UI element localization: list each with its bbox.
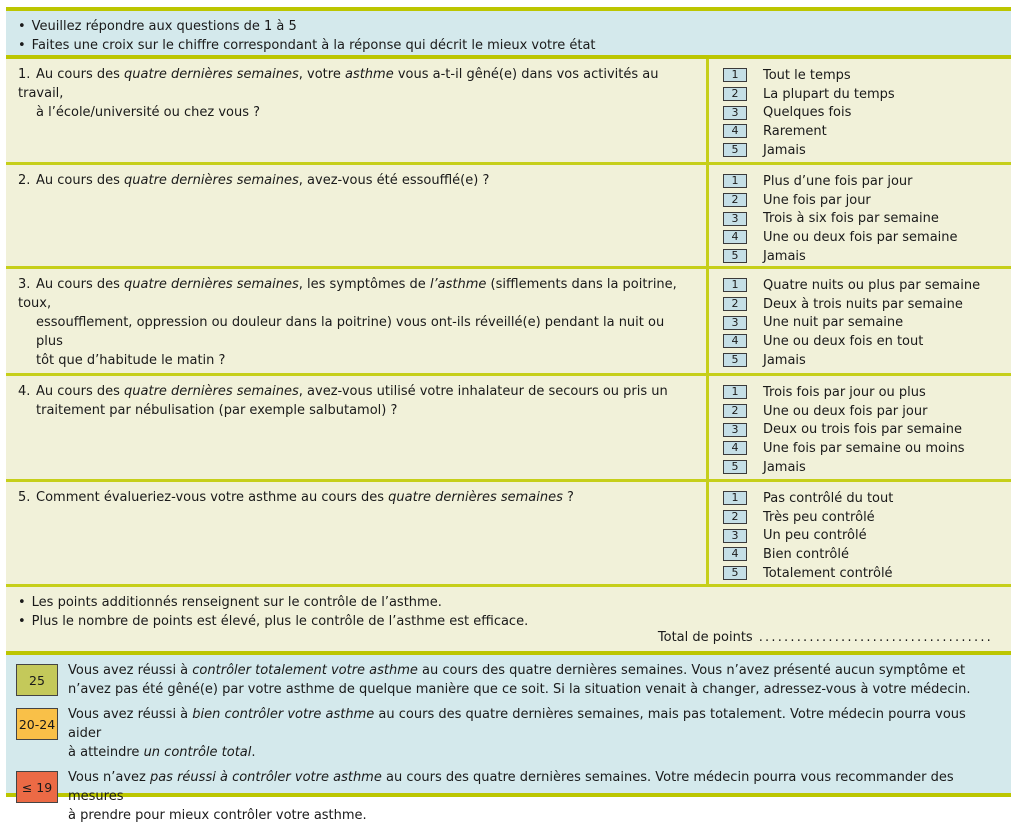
checkbox[interactable]: 2 [723, 297, 747, 311]
checkbox[interactable]: 3 [723, 423, 747, 437]
text: Vous avez réussi à [68, 707, 193, 722]
checkbox[interactable]: 3 [723, 316, 747, 330]
checkbox[interactable]: 5 [723, 143, 747, 157]
option-label: Trois fois par jour ou plus [763, 384, 926, 400]
text: Vous avez réussi à [68, 663, 193, 678]
emphasis: asthme [344, 67, 394, 82]
answer-option[interactable] [723, 228, 1011, 247]
text: Comment évalueriez-vous votre asthme au cours des [36, 490, 389, 505]
interpretation-text [68, 768, 999, 825]
score-badge: ≤ 19 [16, 771, 58, 803]
option-label: Une ou deux fois par jour [763, 403, 928, 419]
option-label: Pas contrôlé du tout [763, 490, 894, 506]
emphasis: quatre dernières semaines [124, 277, 299, 292]
interpretation-row [16, 768, 999, 825]
scoring-notes [6, 587, 1011, 651]
option-label: Totalement contrôlé [763, 565, 893, 581]
option-label: Très peu contrôlé [763, 509, 875, 525]
question-text [6, 376, 709, 479]
question-text [6, 269, 709, 373]
emphasis: quatre dernières semaines [388, 490, 563, 505]
answer-option[interactable] [723, 85, 1011, 104]
text: n’avez pas été gêné(e) par votre asthme de quelque manière que ce soit. Si la situation venait à changer, adressez-vous à votre médecin. [68, 682, 971, 697]
option-label: Tout le temps [763, 67, 851, 83]
instructions [6, 11, 1011, 55]
answer-option[interactable] [723, 420, 1011, 439]
emphasis: pas réussi à contrôler votre asthme [149, 770, 382, 785]
text: . [251, 745, 256, 760]
text: vous a-t-il gêné(e) dans vos activités au travail, [18, 67, 659, 101]
text: ? [562, 490, 574, 505]
checkbox[interactable]: 4 [723, 124, 747, 138]
score-badge: 20-24 [16, 708, 58, 740]
answer-option[interactable] [723, 141, 1011, 160]
interpretation-row [16, 661, 999, 699]
answer-option[interactable] [723, 313, 1011, 332]
text: au cours des quatre dernières semaines, mais pas totalement. Votre médecin pourra vous aider [68, 707, 966, 741]
answer-option[interactable] [723, 247, 1011, 266]
question-number: 4. [18, 384, 31, 399]
answer-options [709, 165, 1011, 266]
instruction-line: • Faites une croix sur le chiffre correspondant à la réponse qui décrit le mieux votre état [18, 36, 1011, 55]
interpretation-text [68, 705, 999, 762]
option-label: Jamais [763, 142, 806, 158]
text: au cours des quatre dernières semaines. Vous n’avez présenté aucun symptôme et [417, 663, 966, 678]
answer-option[interactable] [723, 209, 1011, 228]
question-4 [6, 376, 1011, 482]
answer-option[interactable] [723, 564, 1011, 583]
checkbox[interactable]: 3 [723, 106, 747, 120]
checkbox[interactable]: 4 [723, 230, 747, 244]
text: au cours des quatre dernières semaines. Votre médecin pourra vous recommander des mesures [68, 770, 954, 804]
text: Au cours des [36, 384, 125, 399]
option-label: Quelques fois [763, 105, 852, 121]
checkbox[interactable]: 4 [723, 547, 747, 561]
answer-option[interactable] [723, 526, 1011, 545]
checkbox[interactable]: 1 [723, 278, 747, 292]
question-text [6, 59, 709, 162]
answer-option[interactable] [723, 383, 1011, 402]
text: , avez-vous été essoufflé(e) ? [298, 173, 490, 188]
emphasis: l’asthme [429, 277, 487, 292]
emphasis: quatre dernières semaines [124, 173, 299, 188]
answer-option[interactable] [723, 332, 1011, 351]
checkbox[interactable]: 4 [723, 441, 747, 455]
answer-options [709, 59, 1011, 162]
total-label: Total de points [657, 630, 753, 645]
option-label: Deux à trois nuits par semaine [763, 296, 963, 312]
checkbox[interactable]: 1 [723, 491, 747, 505]
checkbox[interactable]: 2 [723, 404, 747, 418]
checkbox[interactable]: 2 [723, 193, 747, 207]
text: Au cours des [36, 173, 125, 188]
option-label: Une fois par semaine ou moins [763, 440, 965, 456]
question-1 [6, 59, 1011, 165]
answer-option[interactable] [723, 439, 1011, 458]
answer-option[interactable] [723, 295, 1011, 314]
emphasis: un contrôle total [143, 745, 252, 760]
option-label: Une ou deux fois en tout [763, 333, 924, 349]
score-badge: 25 [16, 664, 58, 696]
checkbox[interactable]: 2 [723, 510, 747, 524]
checkbox[interactable]: 3 [723, 529, 747, 543]
answer-option[interactable] [723, 508, 1011, 527]
answer-option[interactable] [723, 402, 1011, 421]
question-5 [6, 482, 1011, 587]
text: , avez-vous utilisé votre inhalateur de secours ou pris un [298, 384, 668, 399]
answer-options [709, 269, 1011, 373]
checkbox[interactable]: 4 [723, 334, 747, 348]
answer-options [709, 482, 1011, 584]
text: , les symptômes de [298, 277, 430, 292]
text: Au cours des [36, 277, 125, 292]
answer-option[interactable] [723, 103, 1011, 122]
text: à atteindre [68, 745, 144, 760]
option-label: Une nuit par semaine [763, 315, 904, 331]
checkbox[interactable]: 2 [723, 87, 747, 101]
emphasis: quatre dernières semaines [124, 67, 299, 82]
checkbox[interactable]: 5 [723, 460, 747, 474]
checkbox[interactable]: 5 [723, 249, 747, 263]
question-text [6, 482, 709, 584]
instruction-line: • Veuillez répondre aux questions de 1 à 5 [18, 17, 1011, 36]
checkbox[interactable]: 1 [723, 68, 747, 82]
answer-option[interactable] [723, 351, 1011, 370]
option-label: Jamais [763, 352, 806, 368]
text: traitement par nébulisation (par exemple salbutamol) ? [36, 403, 398, 418]
question-3 [6, 269, 1011, 376]
option-label: Jamais [763, 459, 806, 475]
option-label: Une ou deux fois par semaine [763, 229, 958, 245]
note-line: • Plus le nombre de points est élevé, plus le contrôle de l’asthme est efficace. [18, 612, 1011, 631]
text: Vous n’avez [68, 770, 150, 785]
interpretation-text [68, 661, 971, 699]
option-label: Jamais [763, 248, 806, 264]
interpretation-row [16, 705, 999, 762]
asthma-control-test [6, 7, 1011, 823]
text: à l’école/université ou chez vous ? [36, 105, 261, 120]
question-number: 1. [18, 67, 31, 82]
answer-option[interactable] [723, 545, 1011, 564]
answer-option[interactable] [723, 172, 1011, 191]
text: à prendre pour mieux contrôler votre asthme. [68, 808, 367, 823]
total-points[interactable] [658, 628, 993, 647]
answer-option[interactable] [723, 122, 1011, 141]
option-label: La plupart du temps [763, 86, 895, 102]
option-label: Plus d’une fois par jour [763, 173, 913, 189]
answer-option[interactable] [723, 191, 1011, 210]
checkbox[interactable]: 5 [723, 353, 747, 367]
emphasis: quatre dernières semaines [124, 384, 299, 399]
option-label: Trois à six fois par semaine [763, 211, 939, 227]
answer-option[interactable] [723, 276, 1011, 295]
checkbox[interactable]: 1 [723, 174, 747, 188]
option-label: Rarement [763, 123, 827, 139]
question-number: 2. [18, 173, 31, 188]
question-2 [6, 165, 1011, 269]
text: essoufflement, oppression ou douleur dans la poitrine) vous ont-ils réveillé(e) pendant la nuit ou plus [36, 315, 665, 349]
score-interpretation [6, 655, 1011, 823]
option-label: Un peu contrôlé [763, 528, 867, 544]
answer-option[interactable] [723, 458, 1011, 477]
checkbox[interactable]: 3 [723, 212, 747, 226]
answer-option[interactable] [723, 489, 1011, 508]
answer-options [709, 376, 1011, 479]
option-label: Bien contrôlé [763, 546, 849, 562]
emphasis: bien contrôler votre asthme [192, 707, 375, 722]
emphasis: contrôler totalement votre asthme [192, 663, 418, 678]
text: tôt que d’habitude le matin ? [36, 353, 226, 368]
question-text [6, 165, 709, 266]
note-line: • Les points additionnés renseignent sur le contrôle de l’asthme. [18, 593, 1011, 612]
total-field[interactable]: ..................................... [758, 630, 993, 645]
text: (sifflements dans la poitrine, toux, [18, 277, 677, 311]
question-number: 5. [18, 490, 31, 505]
option-label: Quatre nuits ou plus par semaine [763, 277, 981, 293]
question-number: 3. [18, 277, 31, 292]
text: , votre [298, 67, 345, 82]
checkbox[interactable]: 1 [723, 385, 747, 399]
option-label: Une fois par jour [763, 192, 871, 208]
option-label: Deux ou trois fois par semaine [763, 422, 963, 438]
text: Au cours des [36, 67, 125, 82]
checkbox[interactable]: 5 [723, 566, 747, 580]
answer-option[interactable] [723, 66, 1011, 85]
